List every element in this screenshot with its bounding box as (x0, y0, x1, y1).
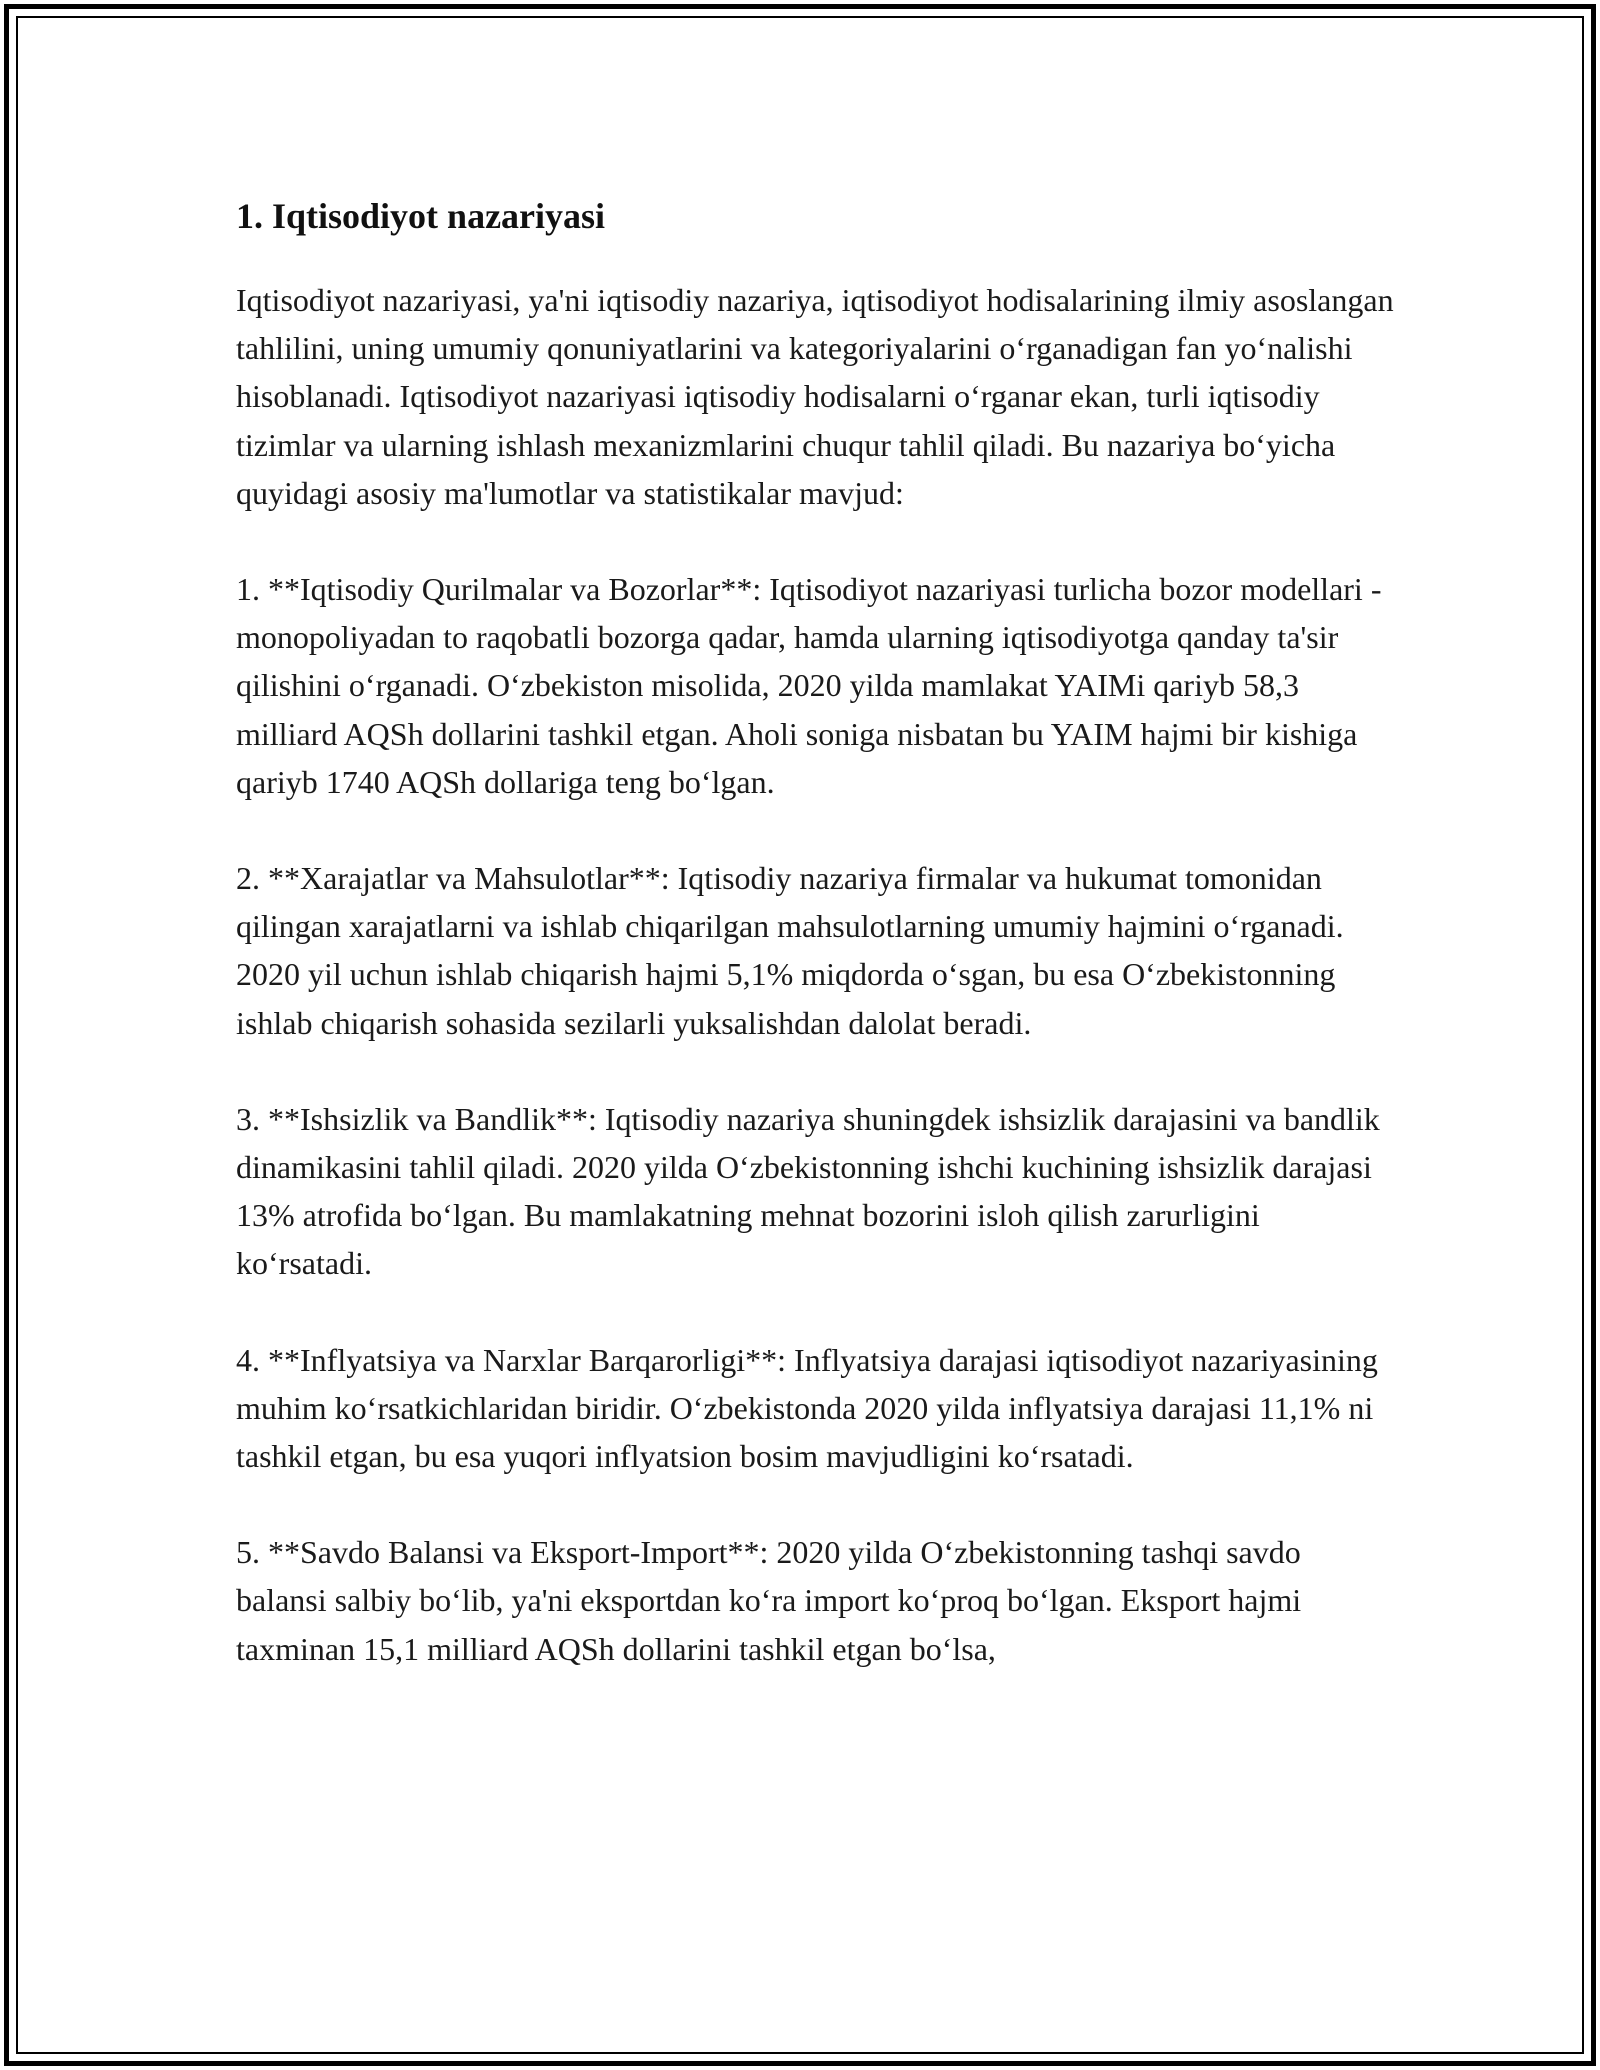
document-body (236, 187, 1396, 1721)
list-item-trade-balance: 5. **Savdo Balansi va Eksport-Import**: 2020 yilda O‘zbekistonning tashqi savdo balansi salbiy bo‘lib, ya'ni eksportdan ko‘ra import ko‘proq bo‘lgan. Eksport hajmi taxminan 15,1 milliard AQSh dollarini tashkil etgan bo‘lsa, (236, 1534, 1302, 1667)
list-item-inflation: 4. **Inflyatsiya va Narxlar Barqarorligi**: Inflyatsiya darajasi iqtisodiyot nazariyasining muhim ko‘rsatkichlaridan biridir. O‘zbekistonda 2020 yilda inflyatsiya darajasi 11,1% ni tashkil etgan, bu esa yuqori inflyatsion bosim mavjudligini ko‘rsatadi. (236, 1341, 1378, 1475)
list-item-markets: 1. **Iqtisodiy Qurilmalar va Bozorlar**: Iqtisodiyot nazariyasi turlicha bozor modellari - monopoliyadan to raqobatli bozorga qadar, hamda ularning iqtisodiyotga qanday ta'sir qilishini o‘rganadi. O‘zbekiston misolida, 2020 yilda mamlakat YAIMi qariyb 58,3 milliard AQSh dollarini tashkil etgan. Aholi soniga nisbatan bu YAIM hajmi bir kishiga qariyb 1740 AQSh dollariga teng bo‘lgan. (236, 571, 1382, 800)
intro-paragraph: Iqtisodiyot nazariyasi, ya'ni iqtisodiy nazariya, iqtisodiyot hodisalarining ilmiy asoslangan tahlilini, uning umumiy qonuniyatlarini va kategoriyalarini o‘rganadigan fan yo‘nalishi hisoblanadi. Iqtisodiyot nazariyasi iqtisodiy hodisalarni o‘rganar ekan, turli iqtisodiy tizimlar va ularning ishlash mexanizmlarini chuqur tahlil qiladi. Bu nazariya bo‘yicha quyidagi asosiy ma'lumotlar va statistikalar mavjud: (236, 282, 1394, 511)
list-item-unemployment: 3. **Ishsizlik va Bandlik**: Iqtisodiy nazariya shuningdek ishsizlik darajasini va bandlik dinamikasini tahlil qiladi. 2020 yilda O‘zbekistonning ishchi kuchining ishsizlik darajasi 13% atrofida bo‘lgan. Bu mamlakatning mehnat bozorini isloh qilish zarurligini ko‘rsatadi. (236, 1100, 1380, 1282)
section-heading: 1. Iqtisodiyot nazariyasi (236, 196, 606, 236)
list-item-costs: 2. **Xarajatlar va Mahsulotlar**: Iqtisodiy nazariya firmalar va hukumat tomonidan qilingan xarajatlarni va ishlab chiqarilgan mahsulotlarning umumiy hajmini o‘rganadi. 2020 yil uchun ishlab chiqarish hajmi 5,1% miqdorda o‘sgan, bu esa O‘zbekistonning ishlab chiqarish sohasida sezilarli yuksalishdan dalolat beradi. (236, 860, 1344, 1041)
